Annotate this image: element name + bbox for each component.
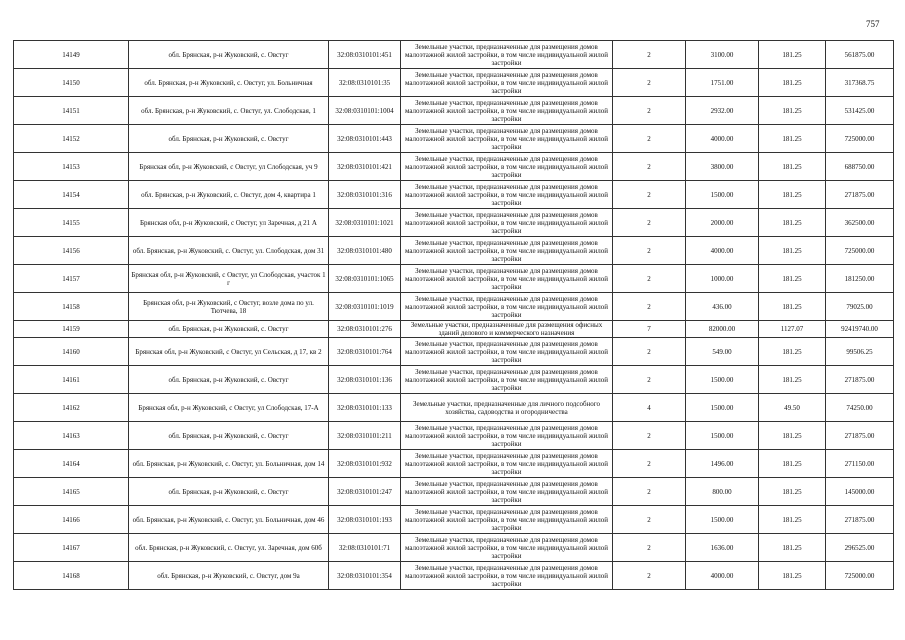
- address-cell: обл. Брянская, р-н Жуковский, с. Овстуг, ул. Больничная, дом 46: [129, 506, 329, 534]
- land-use-cell: Земельные участки, предназначенные для размещения домов малоэтажной жилой застройки, в том числе индивидуальной жилой застройки: [401, 69, 613, 97]
- land-use-cell: Земельные участки, предназначенные для размещения домов малоэтажной жилой застройки, в том числе индивидуальной жилой застройки: [401, 209, 613, 237]
- cadastral-number-cell: 32:08:0310101:211: [329, 422, 401, 450]
- land-use-cell: Земельные участки, предназначенные для размещения домов малоэтажной жилой застройки, в том числе индивидуальной жилой застройки: [401, 237, 613, 265]
- area-cell: 3800.00: [686, 153, 759, 181]
- specific-value-cell: 181.25: [759, 125, 826, 153]
- specific-value-cell: 181.25: [759, 450, 826, 478]
- cadastral-number-cell: 32:08:0310101:1019: [329, 293, 401, 321]
- land-use-cell: Земельные участки, предназначенные для размещения домов малоэтажной жилой застройки, в том числе индивидуальной жилой застройки: [401, 153, 613, 181]
- land-use-cell: Земельные участки, предназначенные для размещения домов малоэтажной жилой застройки, в том числе индивидуальной жилой застройки: [401, 97, 613, 125]
- use-group-cell: 2: [613, 534, 686, 562]
- use-group-cell: 2: [613, 562, 686, 590]
- cadastral-number-cell: 32:08:0310101:932: [329, 450, 401, 478]
- table-row: [14, 506, 894, 534]
- area-cell: 1000.00: [686, 265, 759, 293]
- table-row: [14, 422, 894, 450]
- area-cell: 1496.00: [686, 450, 759, 478]
- area-cell: 1500.00: [686, 506, 759, 534]
- cadastral-value-cell: 145000.00: [826, 478, 894, 506]
- use-group-cell: 2: [613, 41, 686, 69]
- cadastral-value-cell: 74250.00: [826, 394, 894, 422]
- row-number-cell: 14160: [14, 338, 129, 366]
- row-number-cell: 14159: [14, 321, 129, 338]
- specific-value-cell: 181.25: [759, 422, 826, 450]
- specific-value-cell: 181.25: [759, 237, 826, 265]
- land-use-cell: Земельные участки, предназначенные для размещения офисных зданий делового и коммерческого назначения: [401, 321, 613, 338]
- specific-value-cell: 49.50: [759, 394, 826, 422]
- row-number-cell: 14168: [14, 562, 129, 590]
- cadastral-value-cell: 531425.00: [826, 97, 894, 125]
- cadastral-number-cell: 32:08:0310101:247: [329, 478, 401, 506]
- land-use-cell: Земельные участки, предназначенные для размещения домов малоэтажной жилой застройки, в том числе индивидуальной жилой застройки: [401, 562, 613, 590]
- row-number-cell: 14151: [14, 97, 129, 125]
- row-number-cell: 14150: [14, 69, 129, 97]
- row-number-cell: 14166: [14, 506, 129, 534]
- use-group-cell: 2: [613, 209, 686, 237]
- address-cell: Брянская обл, р-н Жуковский, с Овстуг, ул Слободская, участок 1 г: [129, 265, 329, 293]
- cadastral-number-cell: 32:08:0310101:1065: [329, 265, 401, 293]
- cadastral-number-cell: 32:08:0310101:35: [329, 69, 401, 97]
- area-cell: 549.00: [686, 338, 759, 366]
- table-row: [14, 41, 894, 69]
- land-use-cell: Земельные участки, предназначенные для личного подсобного хозяйства, садоводства и огородничества: [401, 394, 613, 422]
- area-cell: 800.00: [686, 478, 759, 506]
- address-cell: обл. Брянская, р-н Жуковский, с. Овстуг: [129, 422, 329, 450]
- row-number-cell: 14164: [14, 450, 129, 478]
- use-group-cell: 2: [613, 265, 686, 293]
- area-cell: 2932.00: [686, 97, 759, 125]
- address-cell: обл. Брянская, р-н Жуковский, с. Овстуг: [129, 41, 329, 69]
- specific-value-cell: 181.25: [759, 97, 826, 125]
- area-cell: 1751.00: [686, 69, 759, 97]
- specific-value-cell: 181.25: [759, 41, 826, 69]
- table-row: [14, 562, 894, 590]
- use-group-cell: 2: [613, 293, 686, 321]
- specific-value-cell: 181.25: [759, 534, 826, 562]
- cadastral-number-cell: 32:08:0310101:71: [329, 534, 401, 562]
- cadastral-value-cell: 271875.00: [826, 422, 894, 450]
- cadastral-value-table: [13, 40, 894, 590]
- specific-value-cell: 181.25: [759, 181, 826, 209]
- cadastral-value-cell: 99506.25: [826, 338, 894, 366]
- specific-value-cell: 181.25: [759, 265, 826, 293]
- area-cell: 4000.00: [686, 562, 759, 590]
- cadastral-number-cell: 32:08:0310101:354: [329, 562, 401, 590]
- cadastral-number-cell: 32:08:0310101:451: [329, 41, 401, 69]
- land-use-cell: Земельные участки, предназначенные для размещения домов малоэтажной жилой застройки, в том числе индивидуальной жилой застройки: [401, 534, 613, 562]
- table-row: [14, 338, 894, 366]
- cadastral-value-cell: 296525.00: [826, 534, 894, 562]
- specific-value-cell: 181.25: [759, 478, 826, 506]
- cadastral-number-cell: 32:08:0310101:1021: [329, 209, 401, 237]
- cadastral-value-cell: 271875.00: [826, 506, 894, 534]
- table-row: [14, 478, 894, 506]
- land-use-cell: Земельные участки, предназначенные для размещения домов малоэтажной жилой застройки, в том числе индивидуальной жилой застройки: [401, 181, 613, 209]
- area-cell: 82000.00: [686, 321, 759, 338]
- address-cell: обл. Брянская, р-н Жуковский, с. Овстуг: [129, 366, 329, 394]
- land-use-cell: Земельные участки, предназначенные для размещения домов малоэтажной жилой застройки, в том числе индивидуальной жилой застройки: [401, 41, 613, 69]
- cadastral-number-cell: 32:08:0310101:133: [329, 394, 401, 422]
- table-row: [14, 69, 894, 97]
- address-cell: Брянская обл, р-н Жуковский, с Овстуг, ул Слободская, уч 9: [129, 153, 329, 181]
- cadastral-value-cell: 79025.00: [826, 293, 894, 321]
- table-row: [14, 265, 894, 293]
- row-number-cell: 14157: [14, 265, 129, 293]
- specific-value-cell: 181.25: [759, 153, 826, 181]
- specific-value-cell: 1127.07: [759, 321, 826, 338]
- table-row: [14, 366, 894, 394]
- land-use-cell: Земельные участки, предназначенные для размещения домов малоэтажной жилой застройки, в том числе индивидуальной жилой застройки: [401, 338, 613, 366]
- address-cell: обл. Брянская, р-н Жуковский, с. Овстуг, ул. Заречная, дом 60б: [129, 534, 329, 562]
- table-row: [14, 237, 894, 265]
- use-group-cell: 7: [613, 321, 686, 338]
- use-group-cell: 2: [613, 237, 686, 265]
- use-group-cell: 2: [613, 422, 686, 450]
- row-number-cell: 14167: [14, 534, 129, 562]
- land-use-cell: Земельные участки, предназначенные для размещения домов малоэтажной жилой застройки, в том числе индивидуальной жилой застройки: [401, 265, 613, 293]
- address-cell: обл. Брянская, р-н Жуковский, с. Овстуг, дом 4, квартира 1: [129, 181, 329, 209]
- area-cell: 436.00: [686, 293, 759, 321]
- table-row: [14, 97, 894, 125]
- cadastral-value-cell: 317368.75: [826, 69, 894, 97]
- cadastral-value-cell: 271150.00: [826, 450, 894, 478]
- area-cell: 4000.00: [686, 237, 759, 265]
- cadastral-number-cell: 32:08:0310101:316: [329, 181, 401, 209]
- table-body: [14, 41, 894, 590]
- row-number-cell: 14149: [14, 41, 129, 69]
- land-use-cell: Земельные участки, предназначенные для размещения домов малоэтажной жилой застройки, в том числе индивидуальной жилой застройки: [401, 293, 613, 321]
- area-cell: 1636.00: [686, 534, 759, 562]
- cadastral-number-cell: 32:08:0310101:1004: [329, 97, 401, 125]
- cadastral-number-cell: 32:08:0310101:443: [329, 125, 401, 153]
- cadastral-value-cell: 362500.00: [826, 209, 894, 237]
- row-number-cell: 14161: [14, 366, 129, 394]
- land-use-cell: Земельные участки, предназначенные для размещения домов малоэтажной жилой застройки, в том числе индивидуальной жилой застройки: [401, 125, 613, 153]
- specific-value-cell: 181.25: [759, 69, 826, 97]
- page-number: 757: [866, 19, 880, 29]
- address-cell: Брянская обл, р-н Жуковский, с Овстуг, ул Заречная, д 21 А: [129, 209, 329, 237]
- cadastral-value-cell: 181250.00: [826, 265, 894, 293]
- specific-value-cell: 181.25: [759, 506, 826, 534]
- address-cell: обл. Брянская, р-н Жуковский, с. Овстуг: [129, 321, 329, 338]
- area-cell: 1500.00: [686, 366, 759, 394]
- table-row: [14, 534, 894, 562]
- cadastral-value-cell: 688750.00: [826, 153, 894, 181]
- row-number-cell: 14163: [14, 422, 129, 450]
- address-cell: Брянская обл, р-н Жуковский, с Овстуг, возле дома по ул. Тютчева, 18: [129, 293, 329, 321]
- cadastral-value-cell: 561875.00: [826, 41, 894, 69]
- address-cell: обл. Брянская, р-н Жуковский, с. Овстуг, ул. Больничная, дом 14: [129, 450, 329, 478]
- table-row: [14, 394, 894, 422]
- address-cell: обл. Брянская, р-н Жуковский, с. Овстуг, ул. Слободская, дом 31: [129, 237, 329, 265]
- use-group-cell: 2: [613, 153, 686, 181]
- cadastral-value-cell: 725000.00: [826, 125, 894, 153]
- specific-value-cell: 181.25: [759, 562, 826, 590]
- table-row: [14, 153, 894, 181]
- area-cell: 1500.00: [686, 394, 759, 422]
- area-cell: 4000.00: [686, 125, 759, 153]
- row-number-cell: 14165: [14, 478, 129, 506]
- table-row: [14, 321, 894, 338]
- row-number-cell: 14154: [14, 181, 129, 209]
- row-number-cell: 14155: [14, 209, 129, 237]
- cadastral-value-cell: 271875.00: [826, 181, 894, 209]
- table-row: [14, 450, 894, 478]
- address-cell: обл. Брянская, р-н Жуковский, с. Овстуг: [129, 478, 329, 506]
- cadastral-number-cell: 32:08:0310101:276: [329, 321, 401, 338]
- specific-value-cell: 181.25: [759, 338, 826, 366]
- area-cell: 2000.00: [686, 209, 759, 237]
- row-number-cell: 14156: [14, 237, 129, 265]
- land-use-cell: Земельные участки, предназначенные для размещения домов малоэтажной жилой застройки, в том числе индивидуальной жилой застройки: [401, 366, 613, 394]
- use-group-cell: 2: [613, 506, 686, 534]
- specific-value-cell: 181.25: [759, 209, 826, 237]
- area-cell: 1500.00: [686, 181, 759, 209]
- cadastral-number-cell: 32:08:0310101:193: [329, 506, 401, 534]
- specific-value-cell: 181.25: [759, 366, 826, 394]
- table-row: [14, 293, 894, 321]
- use-group-cell: 2: [613, 450, 686, 478]
- address-cell: обл. Брянская, р-н Жуковский, с. Овстуг, ул. Больничная: [129, 69, 329, 97]
- use-group-cell: 2: [613, 478, 686, 506]
- table-row: [14, 209, 894, 237]
- table-row: [14, 181, 894, 209]
- land-use-cell: Земельные участки, предназначенные для размещения домов малоэтажной жилой застройки, в том числе индивидуальной жилой застройки: [401, 478, 613, 506]
- land-use-cell: Земельные участки, предназначенные для размещения домов малоэтажной жилой застройки, в том числе индивидуальной жилой застройки: [401, 450, 613, 478]
- address-cell: Брянская обл, р-н Жуковский, с Овстуг, ул Слободская, 17-А: [129, 394, 329, 422]
- table-row: [14, 125, 894, 153]
- cadastral-value-cell: 725000.00: [826, 237, 894, 265]
- cadastral-value-cell: 271875.00: [826, 366, 894, 394]
- address-cell: Брянская обл, р-н Жуковский, с Овстуг, ул Сельская, д 17, кв 2: [129, 338, 329, 366]
- use-group-cell: 2: [613, 338, 686, 366]
- row-number-cell: 14162: [14, 394, 129, 422]
- specific-value-cell: 181.25: [759, 293, 826, 321]
- cadastral-number-cell: 32:08:0310101:480: [329, 237, 401, 265]
- address-cell: обл. Брянская, р-н Жуковский, с. Овстуг, дом 9а: [129, 562, 329, 590]
- cadastral-value-cell: 92419740.00: [826, 321, 894, 338]
- use-group-cell: 2: [613, 366, 686, 394]
- cadastral-number-cell: 32:08:0310101:421: [329, 153, 401, 181]
- row-number-cell: 14152: [14, 125, 129, 153]
- use-group-cell: 2: [613, 181, 686, 209]
- row-number-cell: 14153: [14, 153, 129, 181]
- address-cell: обл. Брянская, р-н Жуковский, с. Овстуг: [129, 125, 329, 153]
- address-cell: обл. Брянская, р-н Жуковский, с. Овстуг, ул. Слободская, 1: [129, 97, 329, 125]
- area-cell: 3100.00: [686, 41, 759, 69]
- use-group-cell: 4: [613, 394, 686, 422]
- row-number-cell: 14158: [14, 293, 129, 321]
- cadastral-number-cell: 32:08:0310101:764: [329, 338, 401, 366]
- land-use-cell: Земельные участки, предназначенные для размещения домов малоэтажной жилой застройки, в том числе индивидуальной жилой застройки: [401, 506, 613, 534]
- land-use-cell: Земельные участки, предназначенные для размещения домов малоэтажной жилой застройки, в том числе индивидуальной жилой застройки: [401, 422, 613, 450]
- cadastral-number-cell: 32:08:0310101:136: [329, 366, 401, 394]
- cadastral-value-cell: 725000.00: [826, 562, 894, 590]
- use-group-cell: 2: [613, 69, 686, 97]
- use-group-cell: 2: [613, 125, 686, 153]
- use-group-cell: 2: [613, 97, 686, 125]
- area-cell: 1500.00: [686, 422, 759, 450]
